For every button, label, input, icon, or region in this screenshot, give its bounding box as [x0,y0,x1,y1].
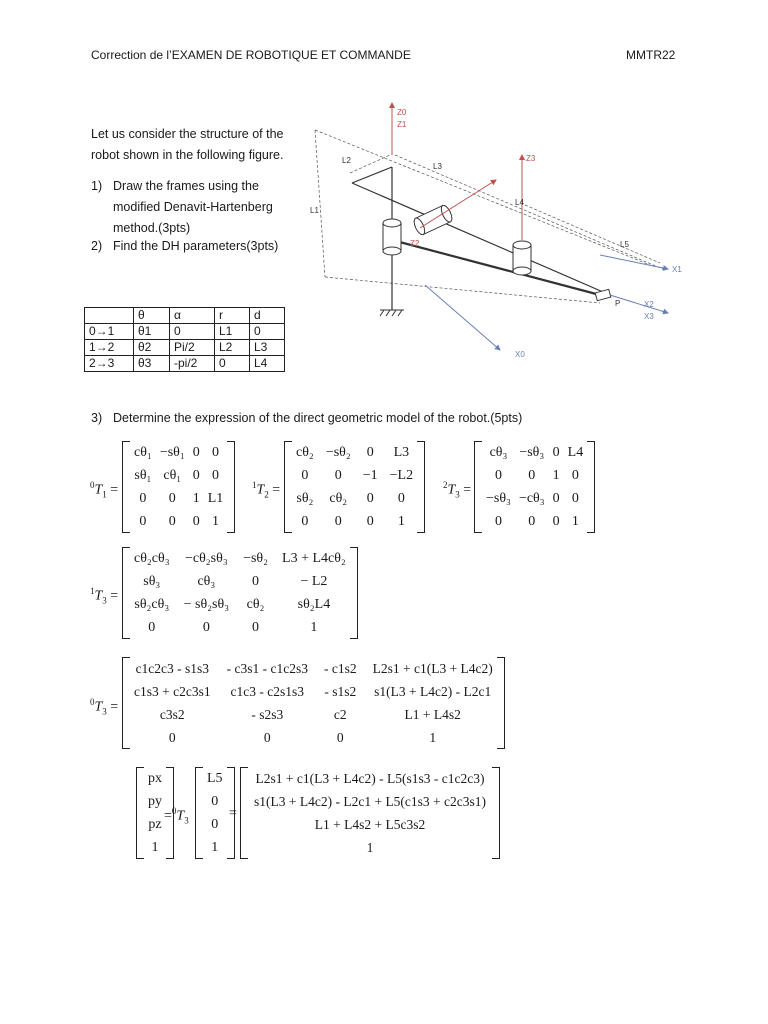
dh-parameter-table [84,307,285,372]
joint-cylinder [513,241,531,275]
matrix-cell: − L2 [300,574,328,589]
axis-label-x1: X1 [672,265,682,274]
matrix-cell: c3s2 [159,707,185,722]
matrix-cell: 0 [139,491,147,506]
matrix-cell: 0 [366,491,374,506]
matrix-cell: cθ₂cθ₃ [134,551,170,566]
matrix-label-T23: $^2T_3$ = [443,480,472,500]
matrix-cell: 0 [366,445,374,460]
table-header-row [85,308,285,324]
table-row [85,324,285,340]
matrix-cell: 0 [192,445,200,460]
matrix-cell: 0 [334,468,342,483]
matrix-cell: 0 [528,468,536,483]
point-label-p: P [615,299,621,308]
matrix-cell: 1 [212,514,220,529]
question-list [91,176,295,266]
matrix-cell: L5 [207,771,223,786]
matrix-cell: 0 [552,514,560,529]
matrix-cell: L1 [207,491,224,506]
page-header-title: Correction de l’EXAMEN DE ROBOTIQUE ET COMMANDE [91,48,411,62]
matrix-cell: L1 + L4s2 + L5c3s2 [314,817,426,832]
matrix-cell: L4 [567,445,584,460]
matrix-cell: −sθ₁ [159,445,185,460]
matrix-cell: 0 [334,514,342,529]
matrix-T13 [122,547,358,639]
matrix-cell: cθ₂ [246,597,265,612]
question-3-text: Determine the expression of the direct geometric model of the robot.(5pts) [113,411,523,425]
matrix-cell: −1 [362,468,378,483]
matrix-cell: −sθ₃ [486,491,511,506]
table-header-cell [85,308,134,324]
table-cell: L3 [250,340,285,356]
matrix-cell: sθ₂ [296,491,314,506]
matrix-cell: px [148,771,162,786]
matrix-cell: cθ₃ [197,574,216,589]
matrix-cell: −cθ₂sθ₃ [184,551,228,566]
table-header-cell: α [170,308,215,324]
intro-line: Let us consider the structure of the [91,127,284,141]
matrix-cell: 0 [301,514,309,529]
table-header-cell: r [215,308,250,324]
joint-cylinder [383,219,401,255]
matrix-cell: cθ₂ [296,445,314,460]
matrix-cell: − sθ₂sθ₃ [183,597,230,612]
matrix-cell: 0 [552,445,560,460]
matrix-cell: sθ₃ [143,574,161,589]
matrix-cell: L2s1 + c1(L3 + L4c2) - L5(s1s3 - c1c2c3) [255,771,485,786]
matrix-T12 [284,441,425,533]
matrix-cell: 0 [571,468,579,483]
matrix-cell: 0 [397,491,405,506]
question-number: 1) [91,179,103,193]
matrix-cell: 1 [397,514,405,529]
matrix-cell: 1 [192,491,200,506]
matrix-cell: L1 + L4s2 [404,707,461,722]
matrix-T03 [122,657,505,749]
matrix-cell: 0 [168,514,176,529]
axis-label-x2: X2 [644,300,654,309]
axis-label-z3: Z3 [526,154,536,163]
matrix-cell: 0 [366,514,374,529]
dimension-label-l5: L5 [620,240,629,249]
table-cell: θ3 [134,356,170,372]
matrix-cell: 0 [168,491,176,506]
matrix-cell: cθ₃ [489,445,508,460]
matrix-label-T13: $^1T_3$ = [90,586,119,606]
matrix-cell: 0 [252,574,260,589]
question-1-line: Draw the frames using the [113,179,259,193]
table-row [85,340,285,356]
table-cell: 1→2 [85,340,134,356]
table-cell: 0 [250,324,285,340]
dimension-lines [315,130,665,303]
matrix-cell: 1 [552,468,560,483]
matrix-cell: 1 [310,620,318,635]
end-effector [595,289,611,300]
vector-result [240,767,500,859]
matrix-cell: 1 [151,840,159,855]
matrix-cell: 0 [301,468,309,483]
matrix-cell: −cθ₃ [518,491,545,506]
matrix-T01 [122,441,235,533]
matrix-cell: sθ₁ [134,468,152,483]
matrix-cell: cθ₁ [163,468,182,483]
matrix-cell: 0 [212,468,220,483]
table-cell: 0 [170,324,215,340]
matrix-cell: −sθ₂ [243,551,269,566]
table-cell: 2→3 [85,356,134,372]
matrix-cell: 0 [212,445,220,460]
dimension-label-l1: L1 [310,206,319,215]
matrix-cell: c1c3 - c2s1s3 [230,684,305,699]
matrix-cell: −sθ₃ [519,445,545,460]
matrix-cell: c2 [333,707,347,722]
matrix-cell: 0 [211,794,219,809]
matrix-cell: 0 [494,468,502,483]
page-header-code: MMTR22 [626,48,676,62]
ground-hatch [380,310,404,316]
matrix-cell: L3 + L4cθ₂ [282,551,346,566]
matrix-cell: 1 [571,514,579,529]
question-3 [91,408,651,429]
matrix-label-T03: $^0T_3$ = [90,697,119,717]
table-cell: Pi/2 [170,340,215,356]
matrix-cell: 0 [252,620,260,635]
matrix-cell: - s1s2 [324,684,357,699]
matrix-cell: sθ₂L4 [297,597,331,612]
matrix-cell: 1 [211,840,219,855]
question-2-text: Find the DH parameters(3pts) [113,239,279,253]
table-cell: -pi/2 [170,356,215,372]
matrix-cell: cθ₁ [134,445,152,460]
table-cell: L2 [215,340,250,356]
matrix-cell: 0 [552,491,560,506]
question-1-line: modified Denavit-Hartenberg [113,200,273,214]
table-header-cell: θ [134,308,170,324]
matrix-cell: L2s1 + c1(L3 + L4c2) [372,661,493,676]
axis-label-z2: Z2 [410,239,420,248]
intro-line: robot shown in the following figure. [91,148,284,162]
matrix-cell: 1 [366,840,374,855]
matrix-cell: L3 [393,445,410,460]
matrix-cell: - c1s2 [323,661,357,676]
axis-label-x3: X3 [644,312,654,321]
dimension-label-l3: L3 [433,162,442,171]
matrix-cell: 0 [263,730,271,745]
matrix-T23 [474,441,595,533]
matrix-cell: 0 [168,730,176,745]
matrix-cell: cθ₂ [329,491,348,506]
table-cell: 0→1 [85,324,134,340]
matrix-cell: s1(L3 + L4c2) - L2c1 + L5(c1s3 + c2c3s1) [254,794,487,809]
table-cell: L4 [250,356,285,372]
matrix-cell: 0 [192,468,200,483]
matrix-cell: 0 [528,514,536,529]
question-1-line: method.(3pts) [113,221,191,235]
matrix-cell: py [148,794,162,809]
matrix-cell: c1s3 + c2c3s1 [134,684,211,699]
matrix-cell: 0 [494,514,502,529]
matrix-cell: pz [148,817,162,832]
matrix-cell: c1c2c3 - s1s3 [135,661,210,676]
table-cell: 0 [215,356,250,372]
matrix-cell: s1(L3 + L4c2) - L2c1 [374,684,492,699]
axis-label-z1: Z1 [397,120,407,129]
matrix-cell: 0 [211,817,219,832]
matrix-cell: −sθ₂ [325,445,351,460]
table-cell: L1 [215,324,250,340]
matrix-cell: 0 [148,620,156,635]
matrix-cell: - c3s1 - c1c2s3 [226,661,308,676]
matrix-cell: - s2s3 [251,707,284,722]
matrix-label-T12: $^1T_2$ = [252,480,281,500]
matrix-cell: 1 [429,730,437,745]
table-row [85,356,285,372]
table-cell: θ2 [134,340,170,356]
question-number: 2) [91,239,103,253]
dimension-label-l2: L2 [342,156,351,165]
table-header-cell: d [250,308,285,324]
matrix-cell: 0 [192,514,200,529]
axis-label-z0: Z0 [397,108,407,117]
robot-figure [300,95,700,375]
matrix-cell: 0 [336,730,344,745]
intro-paragraph [91,124,296,166]
matrix-cell: 0 [202,620,210,635]
table-cell: θ1 [134,324,170,340]
equals-sign: = [229,806,237,821]
question-number: 3) [91,411,103,425]
equation-transform: $=^0T_3$ [164,806,189,826]
dimension-label-l4: L4 [515,198,524,207]
matrix-cell: 0 [139,514,147,529]
matrix-label-T01: $^0T_1$ = [90,480,119,500]
matrix-cell: −L2 [389,468,414,483]
axis-label-x0: X0 [515,350,525,359]
matrix-cell: sθ₂cθ₃ [134,597,170,612]
matrix-cell: 0 [571,491,579,506]
